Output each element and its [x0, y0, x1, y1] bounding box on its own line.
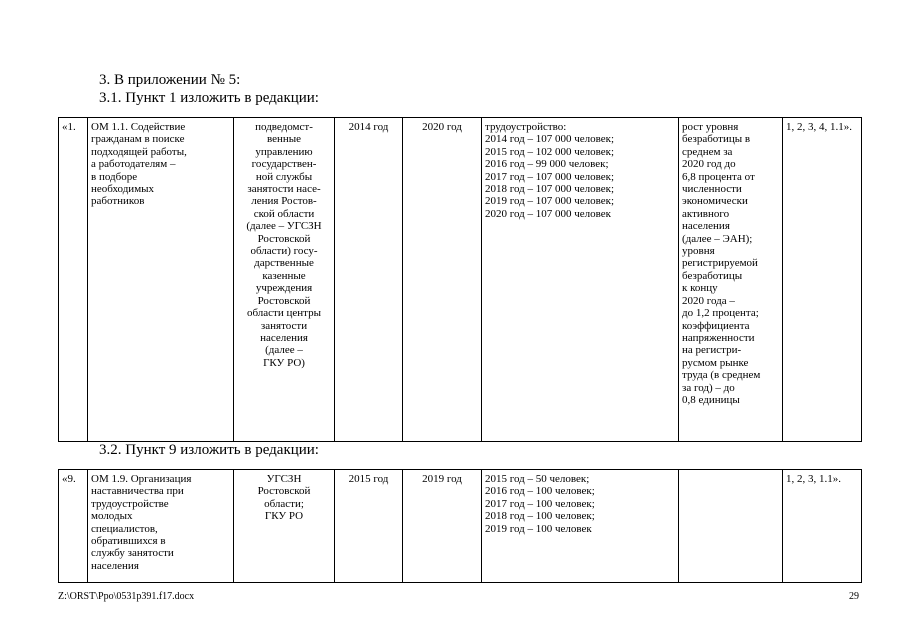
cell-end-year: 2020 год	[403, 118, 482, 442]
cell-number: «9.	[59, 470, 88, 583]
cell-expected-result: трудоустройство: 2014 год – 107 000 человек; 2015 год – 102 000 человек; 2016 год – 99 000 человек; 2017 год – 107 000 человек; 2018 год – 107 000 человек; 2019 год – 107 000 человек; 2020 год – 107 000 человек	[482, 118, 679, 442]
cell-measure: ОМ 1.1. Содействие гражданам в поиске подходящей работы, а работодателям – в подборе необходимых работников	[88, 118, 234, 442]
footer-file-path: Z:\ORST\Ppo\0531p391.f17.docx	[58, 591, 195, 602]
cell-executor: подведомст- венные управлению государствен- ной службы занятости насе- ления Ростов- ской области (далее – УГСЗН Ростовской области) госу- дарственные казенные учреждения Ростовской области центры занятости населения (далее – ГКУ РО)	[234, 118, 335, 442]
subsection-1-heading: 3.1. Пункт 1 изложить в редакции:	[99, 90, 319, 106]
table-item-9	[58, 469, 862, 583]
cell-consequences	[679, 470, 783, 583]
cell-start-year: 2015 год	[335, 470, 403, 583]
footer-page-number: 29	[849, 591, 859, 602]
table-row	[59, 470, 862, 583]
table-item-1	[58, 117, 862, 442]
cell-expected-result: 2015 год – 50 человек; 2016 год – 100 человек; 2017 год – 100 человек; 2018 год – 100 человек; 2019 год – 100 человек	[482, 470, 679, 583]
cell-number: «1.	[59, 118, 88, 442]
cell-links: 1, 2, 3, 4, 1.1».	[783, 118, 862, 442]
section-heading: 3. В приложении № 5:	[99, 72, 241, 88]
cell-start-year: 2014 год	[335, 118, 403, 442]
subsection-2-heading: 3.2. Пункт 9 изложить в редакции:	[99, 442, 319, 458]
cell-end-year: 2019 год	[403, 470, 482, 583]
cell-executor: УГСЗН Ростовской области; ГКУ РО	[234, 470, 335, 583]
cell-links: 1, 2, 3, 1.1».	[783, 470, 862, 583]
cell-measure: ОМ 1.9. Организация наставничества при трудоустройстве молодых специалистов, обратившихся в службу занятости населения	[88, 470, 234, 583]
cell-consequences: рост уровня безработицы в среднем за 2020 год до 6,8 процента от численности экономически активного населения (далее – ЭАН); уровня регистрируемой безработицы к концу 2020 года – до 1,2 процента; коэффициента напряженности на регистри- русмом рынке труда (в среднем за год) – до 0,8 единицы	[679, 118, 783, 442]
table-row	[59, 118, 862, 442]
